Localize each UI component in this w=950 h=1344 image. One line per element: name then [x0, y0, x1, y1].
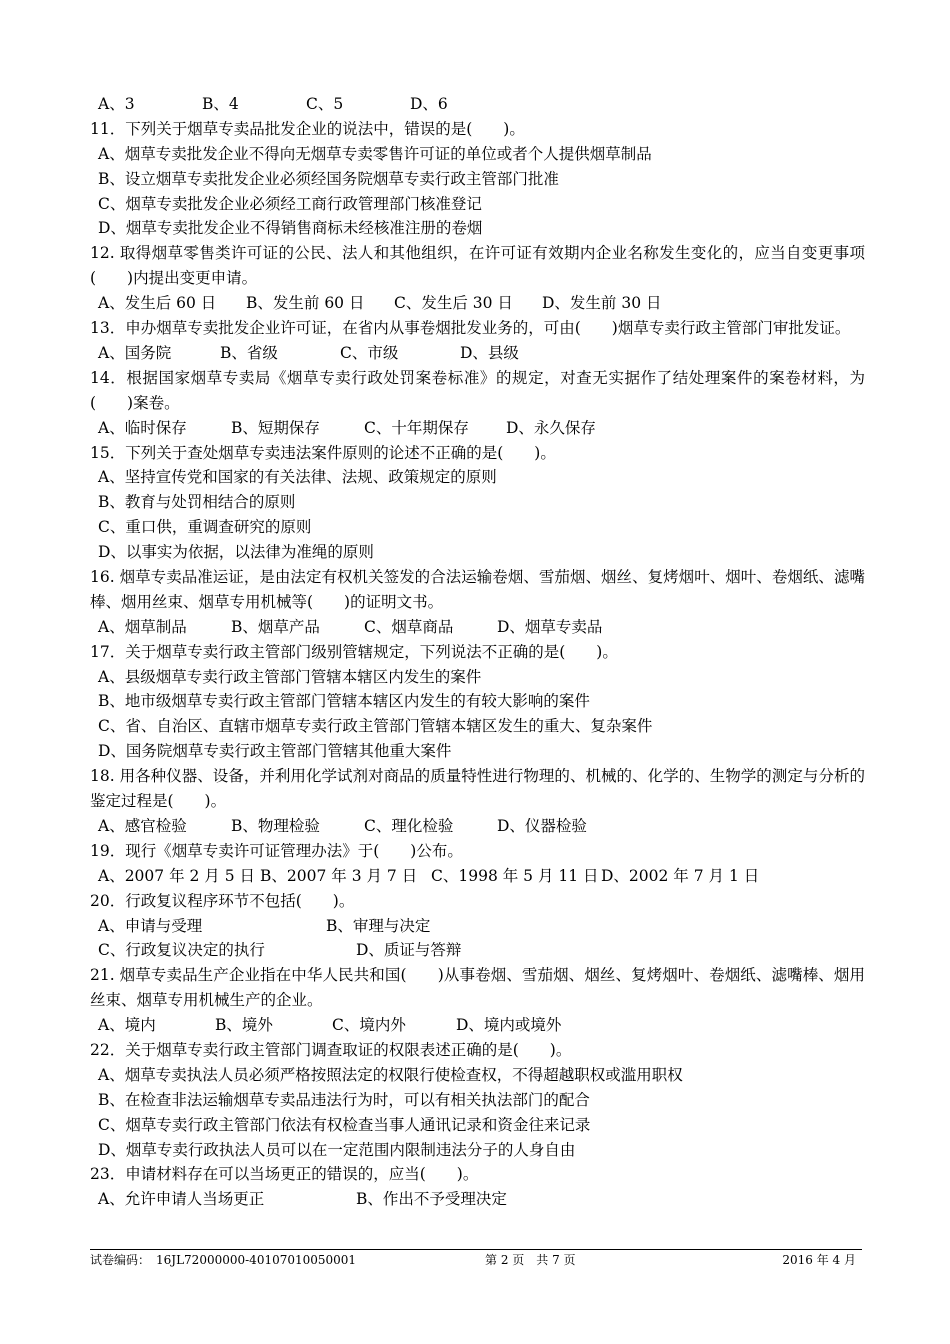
option-a: A、发生后 60 日	[98, 294, 217, 313]
option-a: A、2007 年 2 月 5 日	[98, 866, 255, 885]
option-d: D、以事实为依据，以法律为准绳的原则	[98, 543, 374, 562]
options-row-q19	[90, 864, 865, 889]
option-d: D、烟草专卖行政执法人员可以在一定范围内限制违法分子的人身自由	[98, 1140, 576, 1159]
option-c: C、烟草专卖批发企业必须经工商行政管理部门核准登记	[98, 194, 482, 213]
option-a: A、3	[98, 95, 135, 113]
option-a: A、烟草专卖批发企业不得向无烟草专卖零售许可证的单位或者个人提供烟草制品	[98, 144, 652, 163]
option-d: D、发生前 30 日	[542, 294, 662, 313]
option-b: B、审理与决定	[326, 916, 431, 935]
option-b: B、地市级烟草专卖行政主管部门管辖本辖区内发生的有较大影响的案件	[98, 692, 590, 711]
options-row-q20-1	[90, 914, 865, 939]
options-row-q18	[90, 814, 865, 839]
question-stem-19: 19．现行《烟草专卖许可证管理办法》于( )公布。	[90, 841, 463, 860]
question-stem-20: 20．行政复议程序环节不包括( )。	[90, 891, 355, 910]
exam-date: 2016 年 4 月	[782, 1253, 856, 1267]
option-b: B、2007 年 3 月 7 日	[260, 866, 418, 885]
option-b: B、发生前 60 日	[246, 294, 365, 313]
options-row-q21	[90, 1013, 865, 1038]
option-d: D、6	[410, 95, 448, 113]
options-row-q14	[90, 416, 865, 441]
option-c: C、理化检验	[364, 816, 454, 835]
option-a: A、境内	[98, 1016, 156, 1035]
page-footer	[90, 1249, 862, 1267]
option-d: D、烟草专卖批发企业不得销售商标未经核准注册的卷烟	[98, 219, 483, 238]
option-c: C、市级	[340, 343, 399, 362]
option-b: B、短期保存	[231, 418, 320, 437]
option-d: D、永久保存	[506, 418, 596, 437]
exam-body	[90, 92, 865, 1212]
options-row-q23	[90, 1187, 865, 1212]
option-b: B、境外	[215, 1016, 273, 1035]
option-c: C、5	[306, 95, 344, 113]
option-d: D、境内或境外	[456, 1016, 562, 1035]
question-stem-16: 16. 烟草专卖品准运证，是由法定有权机关签发的合法运输卷烟、雪茄烟、烟丝、复烤烟叶、烟叶、卷烟纸、滤嘴棒、烟用丝束、烟草专用机械等( )的证明文书。	[90, 568, 865, 611]
question-stem-23: 23．申请材料存在可以当场更正的错误的，应当( )。	[90, 1165, 479, 1184]
page-number: 第 2 页 共 7 页	[485, 1253, 576, 1267]
option-a: A、允许申请人当场更正	[98, 1190, 265, 1209]
option-a: A、国务院	[98, 343, 172, 362]
question-stem-21: 21. 烟草专卖品生产企业指在中华人民共和国( )从事卷烟、雪茄烟、烟丝、复烤烟叶、卷烟纸、滤嘴棒、烟用丝束、烟草专用机械生产的企业。	[90, 966, 865, 1010]
option-a: A、烟草制品	[98, 617, 187, 636]
option-c: C、烟草专卖行政主管部门依法有权检查当事人通讯记录和资金往来记录	[98, 1115, 591, 1134]
option-c: C、烟草商品	[364, 617, 454, 636]
option-b: B、物理检验	[231, 816, 320, 835]
option-d: D、县级	[460, 343, 519, 362]
option-b: B、作出不予受理决定	[356, 1190, 507, 1209]
option-a: A、感官检验	[98, 816, 187, 835]
option-d: D、烟草专卖品	[497, 617, 603, 636]
options-row-q10	[90, 92, 865, 117]
question-stem-18: 18. 用各种仪器、设备，并利用化学试剂对商品的质量特性进行物理的、机械的、化学的、生物学的测定与分析的鉴定过程是( )。	[90, 767, 865, 811]
option-a: A、临时保存	[98, 418, 187, 437]
option-a: A、坚持宣传党和国家的有关法律、法规、政策规定的原则	[98, 468, 497, 487]
option-b: B、4	[202, 95, 239, 113]
option-b: B、在检查非法运输烟草专卖品违法行为时，可以有相关执法部门的配合	[98, 1090, 590, 1109]
options-row-q20-2	[90, 938, 865, 963]
option-c: C、十年期保存	[364, 418, 469, 437]
option-c: C、1998 年 5 月 11 日	[431, 866, 599, 885]
question-stem-15: 15．下列关于查处烟草专卖违法案件原则的论述不正确的是( )。	[90, 443, 556, 462]
option-a: A、县级烟草专卖行政主管部门管辖本辖区内发生的案件	[98, 667, 482, 686]
option-d: D、质证与答辩	[356, 941, 462, 960]
option-b: B、设立烟草专卖批发企业必须经国务院烟草专卖行政主管部门批准	[98, 169, 559, 188]
question-stem-12: 12. 取得烟草零售类许可证的公民、法人和其他组织，在许可证有效期内企业名称发生变化的，应当自变更事项( )内提出变更申请。	[90, 244, 865, 288]
options-row-q13	[90, 341, 865, 366]
option-a: A、申请与受理	[98, 916, 203, 935]
options-row-q12	[90, 291, 865, 316]
option-b: B、烟草产品	[231, 617, 320, 636]
question-stem-14: 14．根据国家烟草专卖局《烟草专卖行政处罚案卷标准》的规定，对查无实据作了结处理案件的案卷材料，为( )案卷。	[90, 368, 865, 412]
question-stem-11: 11．下列关于烟草专卖品批发企业的说法中，错误的是( )。	[90, 119, 525, 138]
question-stem-22: 22．关于烟草专卖行政主管部门调查取证的权限表述正确的是( )。	[90, 1041, 572, 1060]
option-c: C、省、自治区、直辖市烟草专卖行政主管部门管辖本辖区发生的重大、复杂案件	[98, 717, 653, 736]
question-stem-13: 13．申办烟草专卖批发企业许可证，在省内从事卷烟批发业务的，可由( )烟草专卖行政主管部门审批发证。	[90, 319, 851, 338]
options-row-q16	[90, 615, 865, 640]
option-c: C、境内外	[332, 1016, 406, 1035]
option-c: C、重口供，重调查研究的原则	[98, 518, 312, 537]
question-stem-17: 17．关于烟草专卖行政主管部门级别管辖规定，下列说法不正确的是( )。	[90, 642, 618, 661]
option-b: B、教育与处罚相结合的原则	[98, 493, 296, 512]
option-c: C、发生后 30 日	[394, 294, 513, 313]
option-b: B、省级	[220, 343, 278, 362]
option-a: A、烟草专卖执法人员必须严格按照法定的权限行使检查权，不得超越职权或滥用职权	[98, 1065, 683, 1084]
paper-code: 试卷编码： 16JL72000000-40107010050001	[90, 1253, 357, 1267]
option-c: C、行政复议决定的执行	[98, 941, 265, 960]
option-d: D、2002 年 7 月 1 日	[601, 866, 760, 885]
option-d: D、国务院烟草专卖行政主管部门管辖其他重大案件	[98, 742, 452, 761]
option-d: D、仪器检验	[497, 816, 587, 835]
